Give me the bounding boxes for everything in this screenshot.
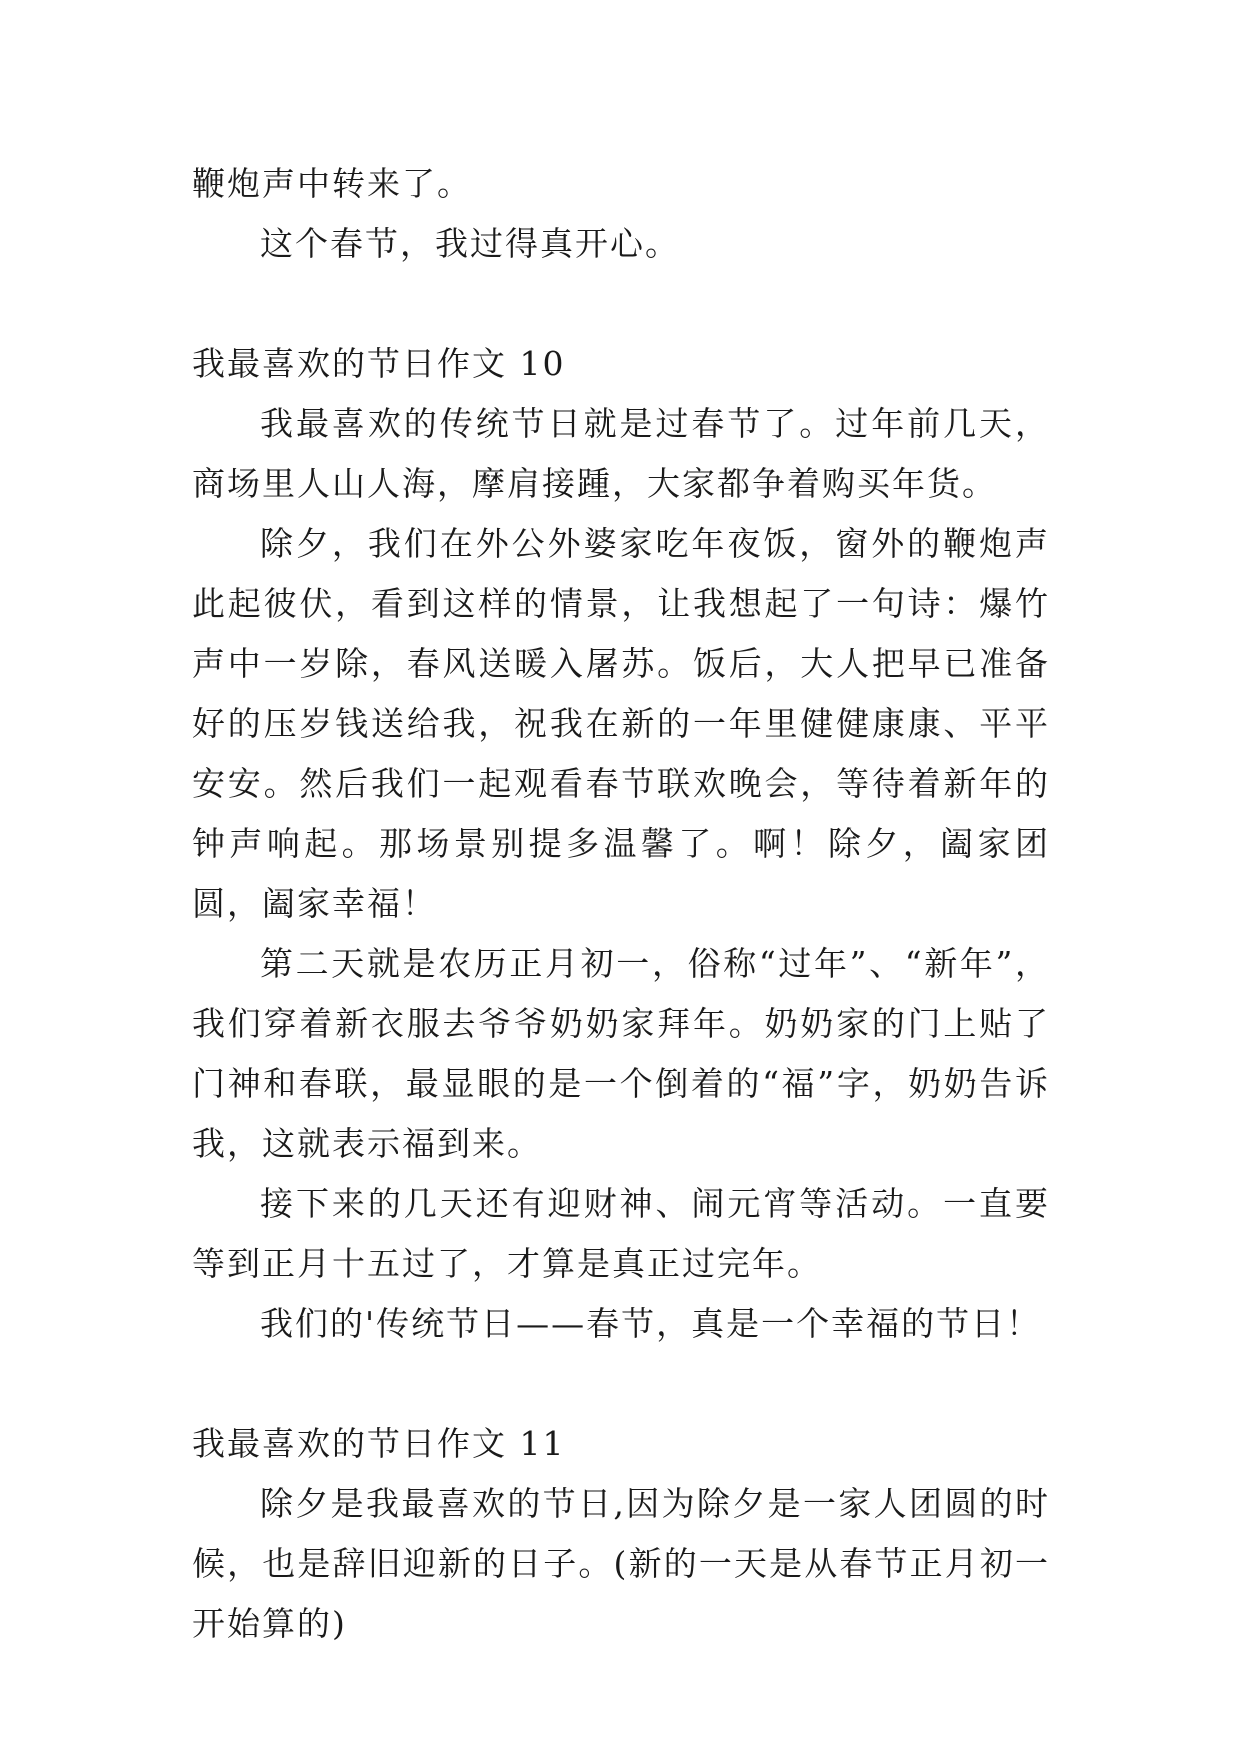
section-gap xyxy=(192,1354,1050,1414)
section-gap xyxy=(192,274,1050,334)
essay-heading: 我最喜欢的节日作文 10 xyxy=(192,344,566,383)
paragraph: 接下来的几天还有迎财神、闹元宵等活动。一直要等到正月十五过了，才算是真正过完年。 xyxy=(192,1184,1050,1283)
document-body xyxy=(192,154,1050,1654)
paragraph: 除夕，我们在外公外婆家吃年夜饭，窗外的鞭炮声此起彼伏，看到这样的情景，让我想起了一句诗：爆竹声中一岁除，春风送暖入屠苏。饭后，大人把早已准备好的压岁钱送给我，祝我在新的一年里健健康康、平平安安。然后我们一起观看春节联欢晚会，等待着新年的钟声响起。那场景别提多温馨了。啊！除夕，阖家团圆，阖家幸福！ xyxy=(192,524,1050,923)
paragraph: 除夕是我最喜欢的节日,因为除夕是一家人团圆的时候，也是辞旧迎新的日子。(新的一天是从春节正月初一开始算的) xyxy=(192,1484,1050,1643)
paragraph: 这个春节，我过得真开心。 xyxy=(260,224,680,263)
essay-heading: 我最喜欢的节日作文 11 xyxy=(192,1424,566,1463)
paragraph: 鞭炮声中转来了。 xyxy=(192,164,472,203)
paragraph: 第二天就是农历正月初一，俗称“过年”、“新年”，我们穿着新衣服去爷爷奶奶家拜年。奶奶家的门上贴了门神和春联，最显眼的是一个倒着的“福”字，奶奶告诉我，这就表示福到来。 xyxy=(192,944,1050,1163)
paragraph: 我最喜欢的传统节日就是过春节了。过年前几天，商场里人山人海，摩肩接踵，大家都争着购买年货。 xyxy=(192,404,1050,503)
paragraph: 我们的'传统节日——春节，真是一个幸福的节日！ xyxy=(260,1304,1042,1343)
